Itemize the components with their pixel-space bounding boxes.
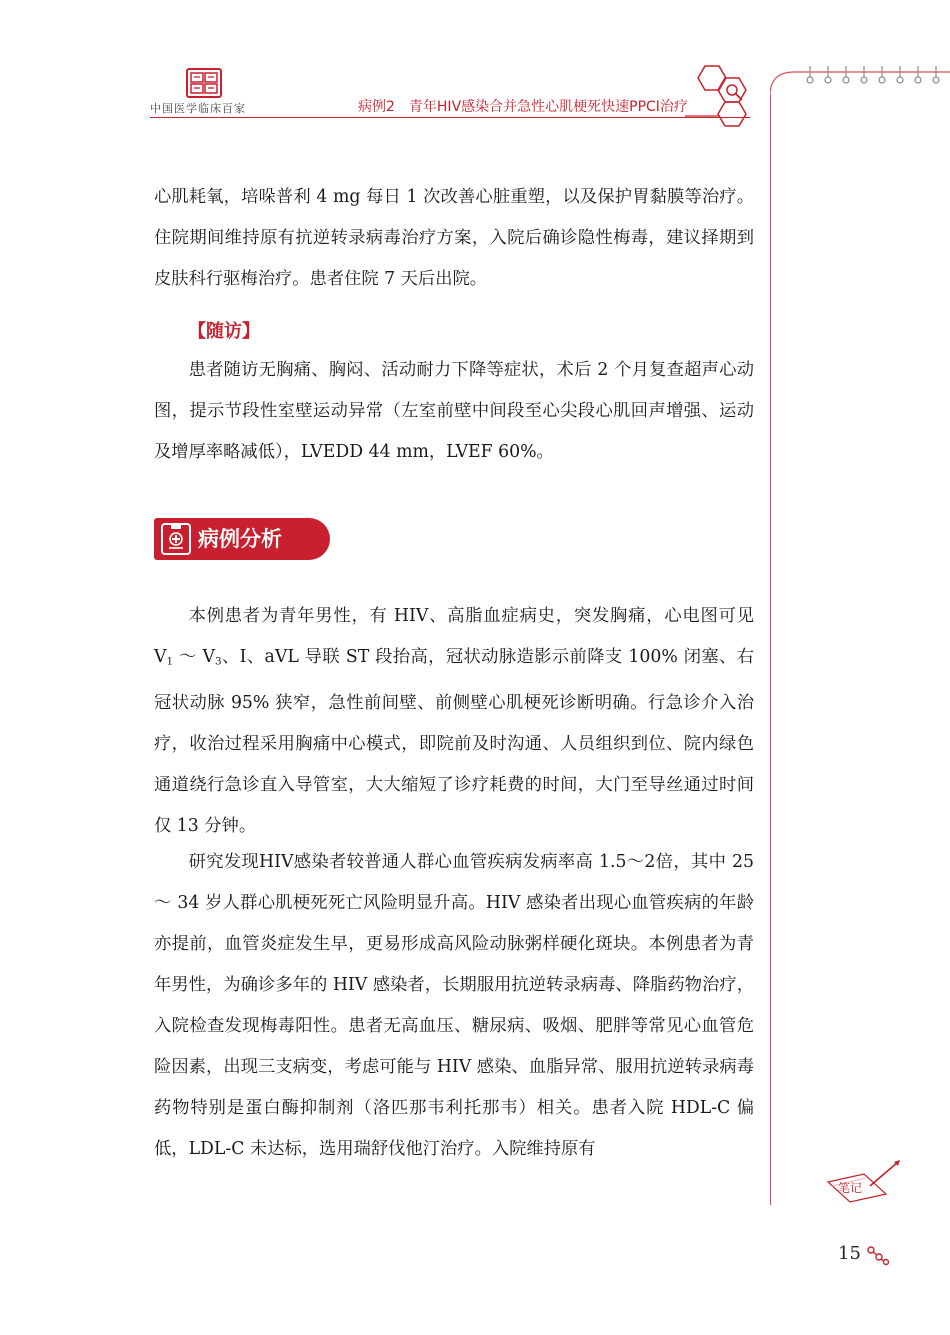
section-banner [154,518,330,560]
lead-subscript-1: 1 [166,655,174,668]
case-analysis-text-c: 、Ⅰ、aVL 导联 ST 段抬高，冠状动脉造影示前降支 100% 闭塞、右冠状动脉 95% 狭窄，急性前间壁、前侧壁心肌梗死诊断明确。行急诊介入治疗，收治过程采用胸痛中心模式，即院前及时沟通、人员组织到位、院内绿色通道绕行急诊直入导管室，大大缩短了诊疗耗费的时间，大门至导丝通过时间仅 13 分钟。 [154,647,754,836]
paragraph-hiv-research: 研究发现HIV感染者较普通人群心血管疾病发病率高 1.5～2倍，其中 25 ～ 34 岁人群心肌梗死死亡风险明显升高。HIV 感染者出现心血管疾病的年龄亦提前，血管炎症发生早，更易形成高风险动脉粥样硬化斑块。本例患者为青年男性，为确诊多年的 HIV 感染者，长期服用抗逆转录病毒、降脂药物治疗，入院检查发现梅毒阳性。患者无高血压、糖尿病、吸烟、肥胖等常见心血管危险因素，出现三支病变，考虑可能与 HIV 感染、血脂异常、服用抗逆转录病毒药物特别是蛋白酶抑制剂（洛匹那韦利托那韦）相关。患者入院 HDL-C 偏低，LDL-C 未达标，选用瑞舒伐他汀治疗。入院维持原有 [154,852,754,1159]
notes-label: 笔记 [838,1181,863,1195]
paragraph-treatment-end: 心肌耗氧，培哚普利 4 mg 每日 1 次改善心脏重塑，以及保护胃黏膜等治疗。住院期间维持原有抗逆转录病毒治疗方案，入院后确诊隐性梅毒，建议择期到皮肤科行驱梅治疗。患者住院 7 天后出院。 [154,187,754,289]
paragraph-case-analysis [154,596,754,847]
running-title: 病例2 青年HIV感染合并急性心肌梗死快速PPCI治疗 [358,99,688,115]
notes-pen-icon [824,1160,904,1204]
clipboard-icon [161,523,191,555]
case-analysis-text-a: 本例患者为青年男性，有 HIV、高脂血症病史，突发胸痛，心电图可见 V [154,606,754,667]
section-title: 病例分析 [198,527,282,551]
hexagon-decoration-icon [685,64,765,128]
case-analysis-text-b: ～ V [173,647,215,667]
logo-seal-icon [190,72,218,94]
page-number: 15 [838,1243,861,1264]
paragraph-followup: 患者随访无胸痛、胸闷、活动耐力下降等症状，术后 2 个月复查超声心动图，提示节段性室壁运动异常（左室前壁中间段至心尖段心肌回声增强、运动及增厚率略减低），LVEDD 44 mm，LVEF 60%。 [154,360,754,462]
notebook-binding-decoration [770,62,950,102]
molecule-icon [866,1244,890,1266]
brand-name: 中国医学临床百家 [150,102,246,115]
lead-subscript-3: 3 [215,655,222,668]
header-divider [150,117,750,118]
followup-heading: 【随访】 [188,321,260,342]
notes-margin-line [770,95,771,1205]
publisher-logo [186,68,222,98]
